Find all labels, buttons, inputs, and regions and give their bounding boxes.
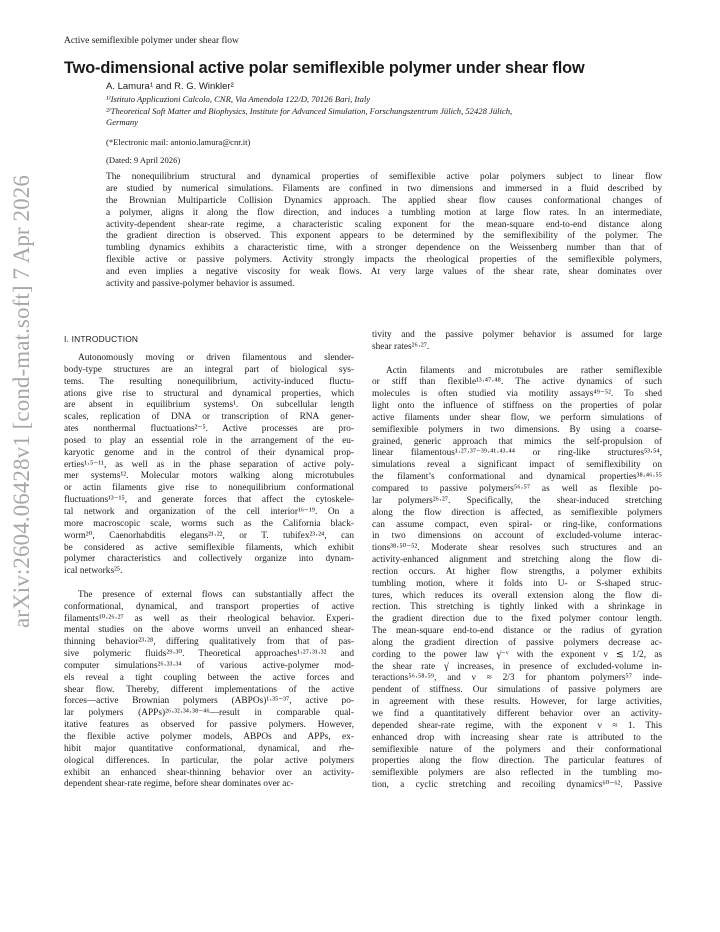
abstract-line: the Brownian Multiparticle Collision Dynamics approach. The applied shear flow causes conformational changes of: [106, 195, 662, 206]
abstract-line: are studied by numerical simulations. Filaments are confined in two dimensions and immersed in a fluid described by: [106, 183, 662, 194]
body-text-line: grained, generic approach that mimics the self-propulsion of: [372, 436, 662, 447]
affiliation-2: [106, 106, 666, 129]
body-text-line: or stiff than flexible¹³·⁴⁷·⁴⁸. The active dynamics of such: [372, 377, 662, 388]
body-text-line: the gradient direction due to the fixed polymer contour length.: [372, 614, 662, 625]
abstract-line: the gradient direction is observed. This exponent appears to be determined by the semiflexibility of the polymer. The: [106, 231, 662, 242]
paper-title: Two-dimensional active polar semiflexible polymer under shear flow: [64, 59, 585, 77]
body-text-line: active filaments under shear flow, we perform simulations of: [372, 412, 662, 423]
body-text-line: in agreement with these results. However, for large activities,: [372, 697, 662, 708]
body-text-line: activity-enhanced alignment and stretching along the flow di-: [372, 555, 662, 566]
body-text-line: linear filamentous¹·²⁷·³⁷⁻³⁹·⁴¹·⁴³·⁴⁴ or ring-like structures⁵³·⁵⁴,: [372, 448, 662, 459]
body-text-line: tions³⁸·⁵⁰⁻⁵². Moderate shear resolves such structures and an: [372, 543, 662, 554]
abstract-line: a polymer, aligns it along the flow direction, and induces a tumbling motion at large flow rates. In an intermediate,: [106, 207, 662, 218]
body-text-line: The presence of external flows can substantially affect the: [78, 589, 354, 600]
body-text-line: rection. This stretching is tightly linked with a shrinkage in: [372, 602, 662, 613]
body-text-line: filaments¹⁰·²⁶·²⁷ as well as their rheological behavior. Experi-: [64, 613, 354, 624]
body-text-line: we find a quantitatively different behavior over an activity-: [372, 709, 662, 719]
abstract-line: activity-dependent shear-rate regime, a characteristic scaling exponent for the mean-square end-to-end distance along: [106, 219, 662, 230]
body-text-line: the filament’s conformational and dynamical properties³⁸·⁴⁶·⁵⁵: [372, 472, 662, 483]
body-text-line: tems. The resulting nonequilibrium, activity-induced fluctu-: [64, 376, 354, 387]
body-text-line: tumbling motion, where it folds into U- or S-shaped struc-: [372, 578, 662, 589]
body-text-line: computer simulations²⁶·³³·³⁴ of various active-polymer mod-: [64, 660, 354, 671]
body-text-line: cording to the power law γ̇⁻ᵛ with the exponent ν ≲ 1/2, as: [372, 649, 662, 660]
body-text-line: sive polymeric fluids²⁹·³⁰. Theoretical approaches¹·²⁷·³¹·³² and: [64, 649, 354, 660]
body-text-line: Actin filaments and microtubules are rather semiflexible: [386, 365, 662, 376]
body-text-line: molecules is often studied via motility assays⁴⁹⁻⁵². To shed: [372, 389, 662, 400]
body-text-line: more macroscopic scale, worms such as the California black-: [64, 518, 354, 529]
body-text-line: exhibit an enhanced shear-thinning behavior over an activity-: [64, 767, 354, 778]
body-text-line: dependent shear-rate regime, before shear dominates over ac-: [64, 779, 294, 790]
body-text-line: semiflexible polymers in two dimensions. By using a coarse-: [372, 424, 662, 435]
affiliation-2-line-1: ²⁾Theoretical Soft Matter and Biophysics, Institute for Advanced Simulation, Forschungszentrum Jülich, 52428 Jülich,: [106, 106, 513, 116]
body-text-line: simulations reveal a significant impact of semiflexibility on: [372, 460, 662, 471]
body-text-line: rection occurs. At higher flow strengths, a polymer exhibits: [372, 566, 662, 577]
abstract: [106, 172, 662, 291]
left-column: [64, 353, 354, 791]
body-text-line: posed to play an essential role in the arrangement of the eu-: [64, 435, 354, 446]
body-text-line: ical networks²⁵.: [64, 566, 123, 577]
body-text-line: worm²⁰, Caenorhabditis elegans²¹·²², or T. tubifex²³·²⁴, can: [64, 530, 354, 541]
corresponding-email[interactable]: (*Electronic mail: antonio.lamura@cnr.it): [106, 137, 251, 147]
body-text-line: karyotic genome and in the control of their dynamical prop-: [64, 447, 354, 458]
body-text-line: fluctuations¹³⁻¹⁵, and generate forces that affect the cytoskele-: [64, 495, 354, 506]
body-text-line: be considered as active semiflexible filaments, which exhibit: [64, 542, 354, 553]
body-text-line: hibit major quantitative conformational, dynamical, and rhe-: [64, 743, 354, 754]
body-text-line: The mean-square end-to-end distance or the radius of gyration: [372, 626, 662, 637]
body-text-line: tion, a cyclic stretching and recoiling dynamics⁶⁰⁻⁶². Passive: [372, 780, 662, 791]
body-text-line: in two dimensions on account of excluded-volume interac-: [372, 531, 662, 542]
body-text-line: compared to passive polymers⁵⁶·⁵⁷ as well as flexible po-: [372, 483, 662, 494]
body-text-line: shear flow. Thereby, different implementations of the active: [64, 684, 354, 695]
affiliation-2-line-2: Germany: [106, 117, 138, 128]
body-text-line: tal network and organization of the cell interior¹⁶⁻¹⁹. On a: [64, 506, 354, 517]
body-text-line: body-type structures are an integral part of biological sys-: [64, 364, 354, 375]
author-list: A. Lamura¹ and R. G. Winkler²: [106, 81, 234, 92]
body-text-line: mental studies on the above worms unveil an enhanced shear-: [64, 625, 354, 636]
body-text-line: the flexible active polymer models, ABPOs and APPs, ex-: [64, 732, 354, 742]
body-text-line: erties¹·⁵⁻¹¹, as well as in the phase separation of active poly-: [64, 459, 354, 470]
body-text-line: teractions⁵⁶·⁵⁸·⁵⁹, and ν ≈ 2/3 for phantom polymers⁵⁷ inde-: [372, 673, 662, 684]
running-head: Active semiflexible polymer under shear flow: [64, 36, 239, 46]
body-text-line: the shear rate γ̇ increases, in presence of excluded-volume in-: [372, 661, 662, 672]
body-text-line: tivity and the passive polymer behavior is assumed for large: [372, 330, 662, 340]
abstract-line: and even implies a negative viscosity for weak flows. At very large values of the shear rate, shear dominates over: [106, 267, 662, 278]
body-text-line: light onto the influence of stiffness on the properties of polar: [372, 401, 662, 412]
body-text-line: thinning behavior²³·²⁸, differing qualitatively from that of pas-: [64, 637, 354, 648]
body-text-line: can assume compact, even spiral- or ring-like, conformations: [372, 519, 662, 530]
body-text-line: polymer characteristics and collectively organize into dynam-: [64, 554, 354, 565]
body-text-line: ations give rise to structural and dynamical properties, which: [64, 388, 354, 399]
abstract-line: flexible active or passive polymers. Activity strongly impacts the rheological properties of the semiflexible polymers,: [106, 255, 662, 266]
abstract-line: tumbling dynamics exhibits a characteristic time, with a stronger dependence on the Weissenberg number than that of: [106, 243, 662, 254]
body-text-line: semiflexible polymers are also reflected in the tumbling mo-: [372, 768, 662, 779]
abstract-line: activity and passive-polymer behavior is assumed.: [106, 279, 295, 290]
paragraph-gap: [64, 578, 354, 590]
body-text-line: or actin filaments give rise to nonequilibrium conformational: [64, 483, 354, 494]
paragraph-gap: [372, 354, 662, 366]
body-text-line: depended shear-rate regime, with the exponent ν ≈ 1. This: [372, 720, 662, 731]
section-heading-introduction: I. INTRODUCTION: [64, 334, 139, 344]
body-text-line: els reveal a tight coupling between the active forces and: [64, 672, 354, 683]
body-text-line: pendent of stiffness. Our simulations of passive polymers are: [372, 685, 662, 696]
body-text-line: mer systems¹². Molecular motors walking along microtubules: [64, 471, 354, 482]
body-text-line: forces—active Brownian polymers (ABPOs)¹·³⁵⁻³⁷, active po-: [64, 696, 354, 707]
body-text-line: lar polymers (APPs)²⁶·³²·³⁴·³⁸⁻⁴⁶—result in comparable qual-: [64, 708, 354, 719]
body-text-line: along the gradient direction of passive polymers decrease ac-: [372, 637, 662, 648]
body-text-line: enhanced drop with increasing shear rate is attributed to the: [372, 732, 662, 743]
body-text-line: tures, which reduces its overall extension along the flow di-: [372, 590, 662, 601]
body-text-line: properties along the flow direction. The particular features of: [372, 756, 662, 767]
body-text-line: scales, replication of DNA or transcription of RNA gener-: [64, 412, 354, 423]
body-text-line: are absent in equilibrium systems¹. On subcellular length: [64, 400, 354, 411]
body-text-line: lar polymers²⁶·²⁷. Specifically, the shear-induced stretching: [372, 495, 662, 506]
body-text-line: along the flow direction is affected, as semiflexible polymers: [372, 507, 662, 518]
right-column: [372, 330, 662, 792]
body-text-line: Autonomously moving or driven filamentous and slender-: [78, 353, 354, 363]
body-text-line: semiflexible nature of the polymers and their conformational: [372, 744, 662, 755]
body-text-line: ates nonthermal fluctuations²⁻⁵. Active processes are pro-: [64, 424, 354, 435]
abstract-line: The nonequilibrium structural and dynamical properties of semiflexible active polar polymers subject to linear flow: [106, 172, 662, 182]
body-text-line: ological differences. In particular, the polar active polymers: [64, 755, 354, 766]
body-text-line: itative features as observed for passive polymers. However,: [64, 720, 354, 731]
affiliation-1: ¹⁾Istituto Applicazioni Calcolo, CNR, Via Amendola 122/D, 70126 Bari, Italy: [106, 94, 371, 104]
body-text-line: conformational, dynamical, and transport properties of active: [64, 601, 354, 612]
date-line: (Dated: 9 April 2026): [106, 155, 181, 165]
arxiv-identifier-stamp[interactable]: arXiv:2604.06428v1 [cond-mat.soft] 7 Apr 2026: [9, 175, 34, 628]
body-text-line: shear rates²⁶·²⁷.: [372, 341, 430, 352]
